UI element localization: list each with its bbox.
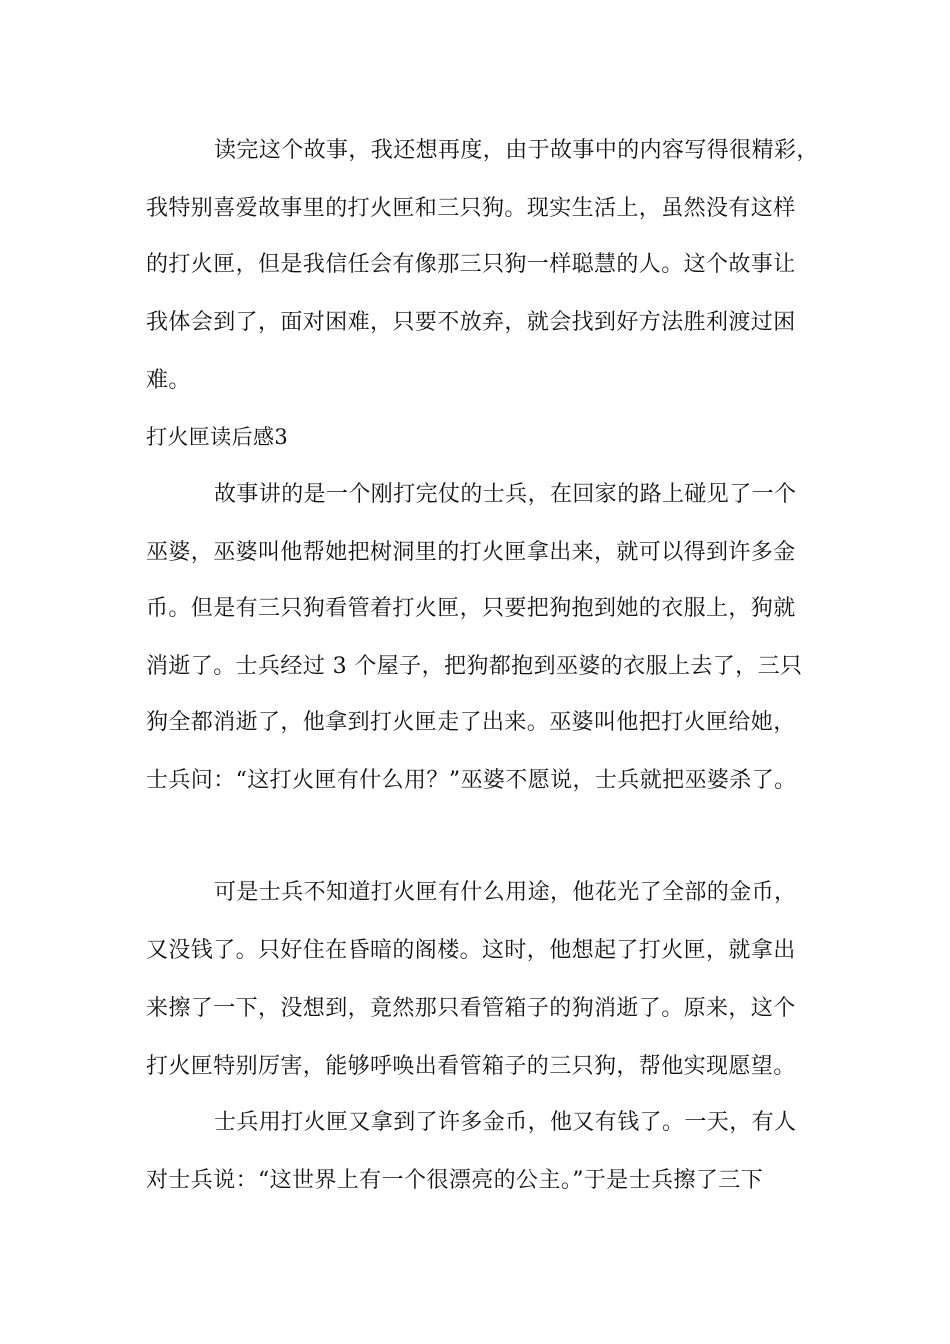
- paragraph-2-line-1: 故事讲的是一个刚打完仗的士兵，在回家的路上碰见了一个: [214, 482, 797, 507]
- paragraph-1-line-4: 我体会到了，面对困难，只要不放弃，就会找到好方法胜利渡过困: [146, 310, 796, 335]
- paragraph-3-line-1: 可是士兵不知道打火匣有什么用途，他花光了全部的金币，: [214, 880, 797, 905]
- paragraph-3-line-4: 打火匣特别厉害，能够呼唤出看管箱子的三只狗，帮他实现愿望。: [146, 1054, 796, 1079]
- paragraph-3-line-3: 来擦了一下，没想到，竟然那只看管箱子的狗消逝了。原来，这个: [146, 996, 796, 1021]
- paragraph-4-line-2: 对士兵说：“这世界上有一个很漂亮的公主。”于是士兵擦了三下: [146, 1168, 764, 1193]
- paragraph-1-line-1: 读完这个故事，我还想再度，由于故事中的内容写得很精彩，: [214, 138, 819, 163]
- paragraph-1-line-5: 难。: [146, 368, 191, 393]
- paragraph-1-line-2: 我特别喜爱故事里的打火匣和三只狗。现实生活上，虽然没有这样: [146, 196, 796, 221]
- paragraph-2-line-5: 狗全都消逝了，他拿到打火匣走了出来。巫婆叫他把打火匣给她，: [146, 710, 796, 735]
- paragraph-2-line-2: 巫婆，巫婆叫他帮她把树洞里的打火匣拿出来，就可以得到许多金: [146, 540, 796, 565]
- paragraph-4-line-1: 士兵用打火匣又拿到了许多金币，他又有钱了。一天，有人: [214, 1110, 797, 1135]
- paragraph-2-line-6: 士兵问：“这打火匣有什么用？”巫婆不愿说，士兵就把巫婆杀了。: [146, 768, 797, 793]
- paragraph-2-line-4: 消逝了。士兵经过 3 个屋子，把狗都抱到巫婆的衣服上去了，三只: [146, 654, 803, 679]
- paragraph-2-line-3: 币。但是有三只狗看管着打火匣，只要把狗抱到她的衣服上，狗就: [146, 596, 796, 621]
- section-heading: 打火匣读后感3: [146, 425, 289, 449]
- paragraph-1-line-3: 的打火匣，但是我信任会有像那三只狗一样聪慧的人。这个故事让: [146, 252, 796, 277]
- paragraph-3-line-2: 又没钱了。只好住在昏暗的阁楼。这时，他想起了打火匣，就拿出: [146, 938, 796, 963]
